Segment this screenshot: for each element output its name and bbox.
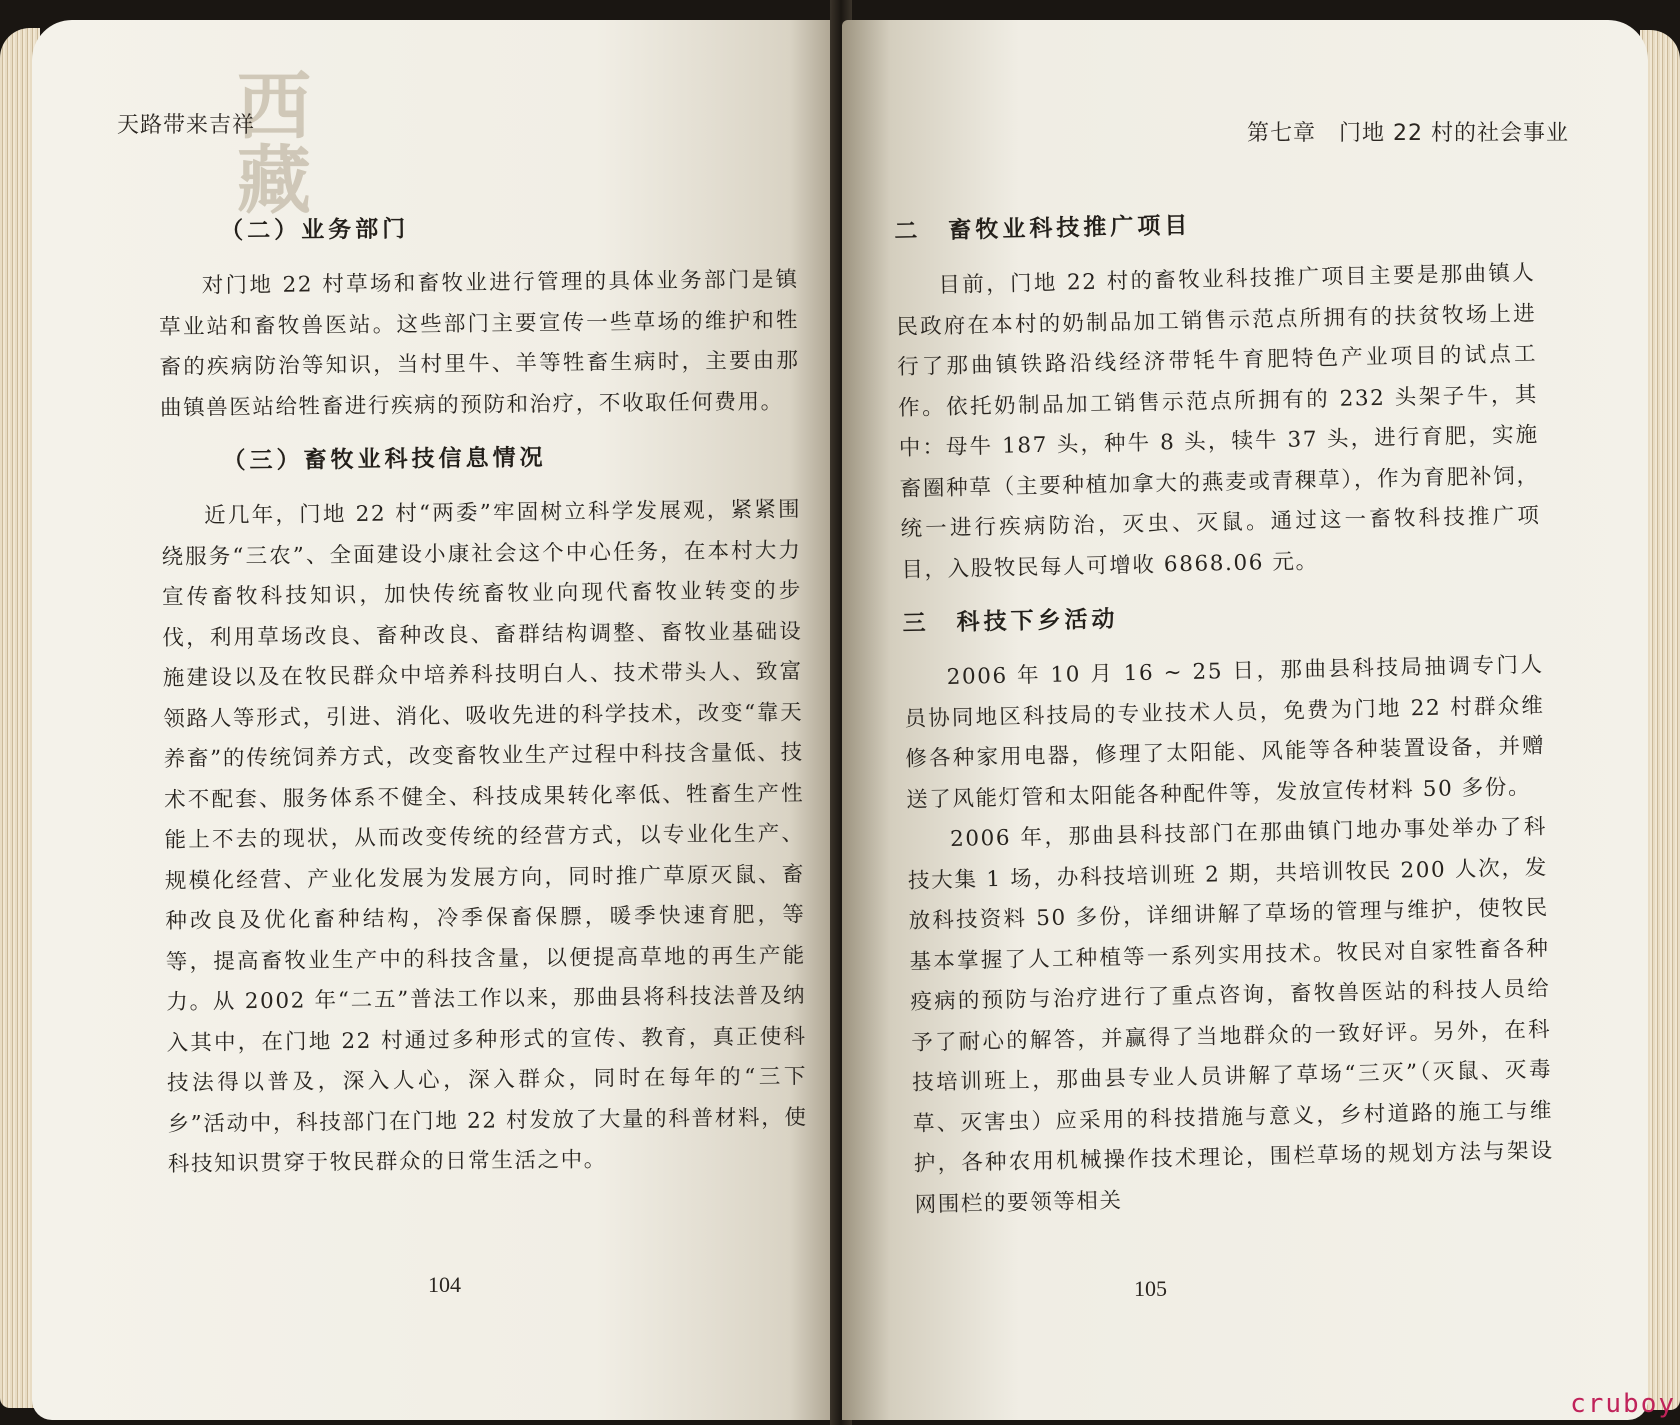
page-number: 104 <box>428 1272 461 1297</box>
section-heading: 三 科技下乡活动 <box>902 606 1119 637</box>
paragraph: 近几年，门地 22 村“两委”牢固树立科学发展观，紧紧围绕服务“三农”、全面建设小康社会这个中心任务，在本村大力宣传畜牧科技知识，加快传统畜牧业向现代畜牧业转变的步伐，利用草场改良、畜种改良、畜群结构调整、畜牧业基础设施建设以及在牧民群众中培养科技明白人、技术带头人、致富领路人等形式，引进、消化、吸收先进的科学技术，改变“靠天养畜”的传统饲养方式，改变畜牧业生产过程中科技含量低、技术不配套、服务体系不健全、科技成果转化率低、牲畜生产性能上不去的现状，从而改变传统的经营方式，以专业化生产、规模化经营、产业化发展为发展方向，同时推广草原灭鼠、畜种改良及优化畜种结构，冷季保畜保膘，暖季快速育肥，等等，提高畜牧业生产中的科技含量，以便提高草地的再生产能力。从 2002 年“二五”普法工作以来，那曲县将科技法普及纳入其中，在门地 22 村通过多种形式的宣传、教育，真正使科技法得以普及，深入人心，深入群众，同时在每年的“三下乡”活动中，科技部门在门地 22 村发放了大量的科普材料，使科技知识贯穿于牧民群众的日常生活之中。 <box>161 497 808 1177</box>
section-heading: （二）业务部门 <box>220 216 410 245</box>
paragraph: 对门地 22 村草场和畜牧业进行管理的具体业务部门是镇草业站和畜牧兽医站。这些部门主要宣传一些草场的维护和牲畜的疾病防治等知识，当村里牛、羊等牲畜生病时，主要由那曲镇兽医站给牲畜进行疾病的预防和治疗，不收取任何费用。 <box>159 267 800 421</box>
section-heading: （三）畜牧业科技信息情况 <box>222 444 547 475</box>
running-head-right: 第七章 门地 22 村的社会事业 <box>1247 121 1569 146</box>
watermark: cruboy <box>1570 1389 1676 1419</box>
running-head-left: 天路带来吉祥 <box>117 113 256 138</box>
right-page-body <box>894 202 1555 1226</box>
left-page-body <box>158 208 808 1185</box>
right-page <box>842 20 1648 1420</box>
section-heading: 二 畜牧业科技推广项目 <box>894 212 1192 245</box>
paragraph: 2006 年，那曲县科技部门在那曲镇门地办事处举办了科技大集 1 场，办科技培训班 2 期，共培训牧民 200 人次，发放科技资料 50 多份，详细讲解了草场的管理与维护，使牧民基本掌握了人工种植等一系列实用技术。牧民对自家牲畜各种疫病的预防与治疗进行了重点咨询，畜牧兽医站的科技人员给予了耐心的解答，并赢得了当地群众的一致好评。另外，在科技培训班上，那曲县专业人员讲解了草场“三灭”（灭鼠、灭毒草、灭害虫）应采用的科技措施与意义，乡村道路的施工与维护，各种农用机械操作技术理论，围栏草场的规划方法与架设网围栏的要领等相关 <box>907 814 1555 1218</box>
tibet-seal-graphic: 西藏 <box>237 64 311 224</box>
left-page <box>32 20 838 1420</box>
paragraph: 目前，门地 22 村的畜牧业科技推广项目主要是那曲镇人民政府在本村的奶制品加工销售示范点所拥有的扶贫牧场上进行了那曲镇铁路沿线经济带牦牛育肥特色产业项目的试点工作。依托奶制品加工销售示范点所拥有的 232 头架子牛，其中：母牛 187 头，种牛 8 头，犊牛 37 头，进行育肥，实施畜圈种草（主要种植加拿大的燕麦或青稞草），作为育肥补饲，统一进行疾病防治，灭虫、灭鼠。通过这一畜牧科技推广项目，入股牧民每人可增收 6868.06 元。 <box>896 260 1541 583</box>
page-number: 105 <box>1134 1276 1167 1301</box>
paragraph: 2006 年 10 月 16 ~ 25 日，那曲县科技局抽调专门人员协同地区科技局的专业技术人员，免费为门地 22 村群众维修各种家用电器，修理了太阳能、风能等各种装置设备，并赠送了风能灯管和太阳能各种配件等，发放宣传材料 50 多份。 <box>904 652 1546 813</box>
